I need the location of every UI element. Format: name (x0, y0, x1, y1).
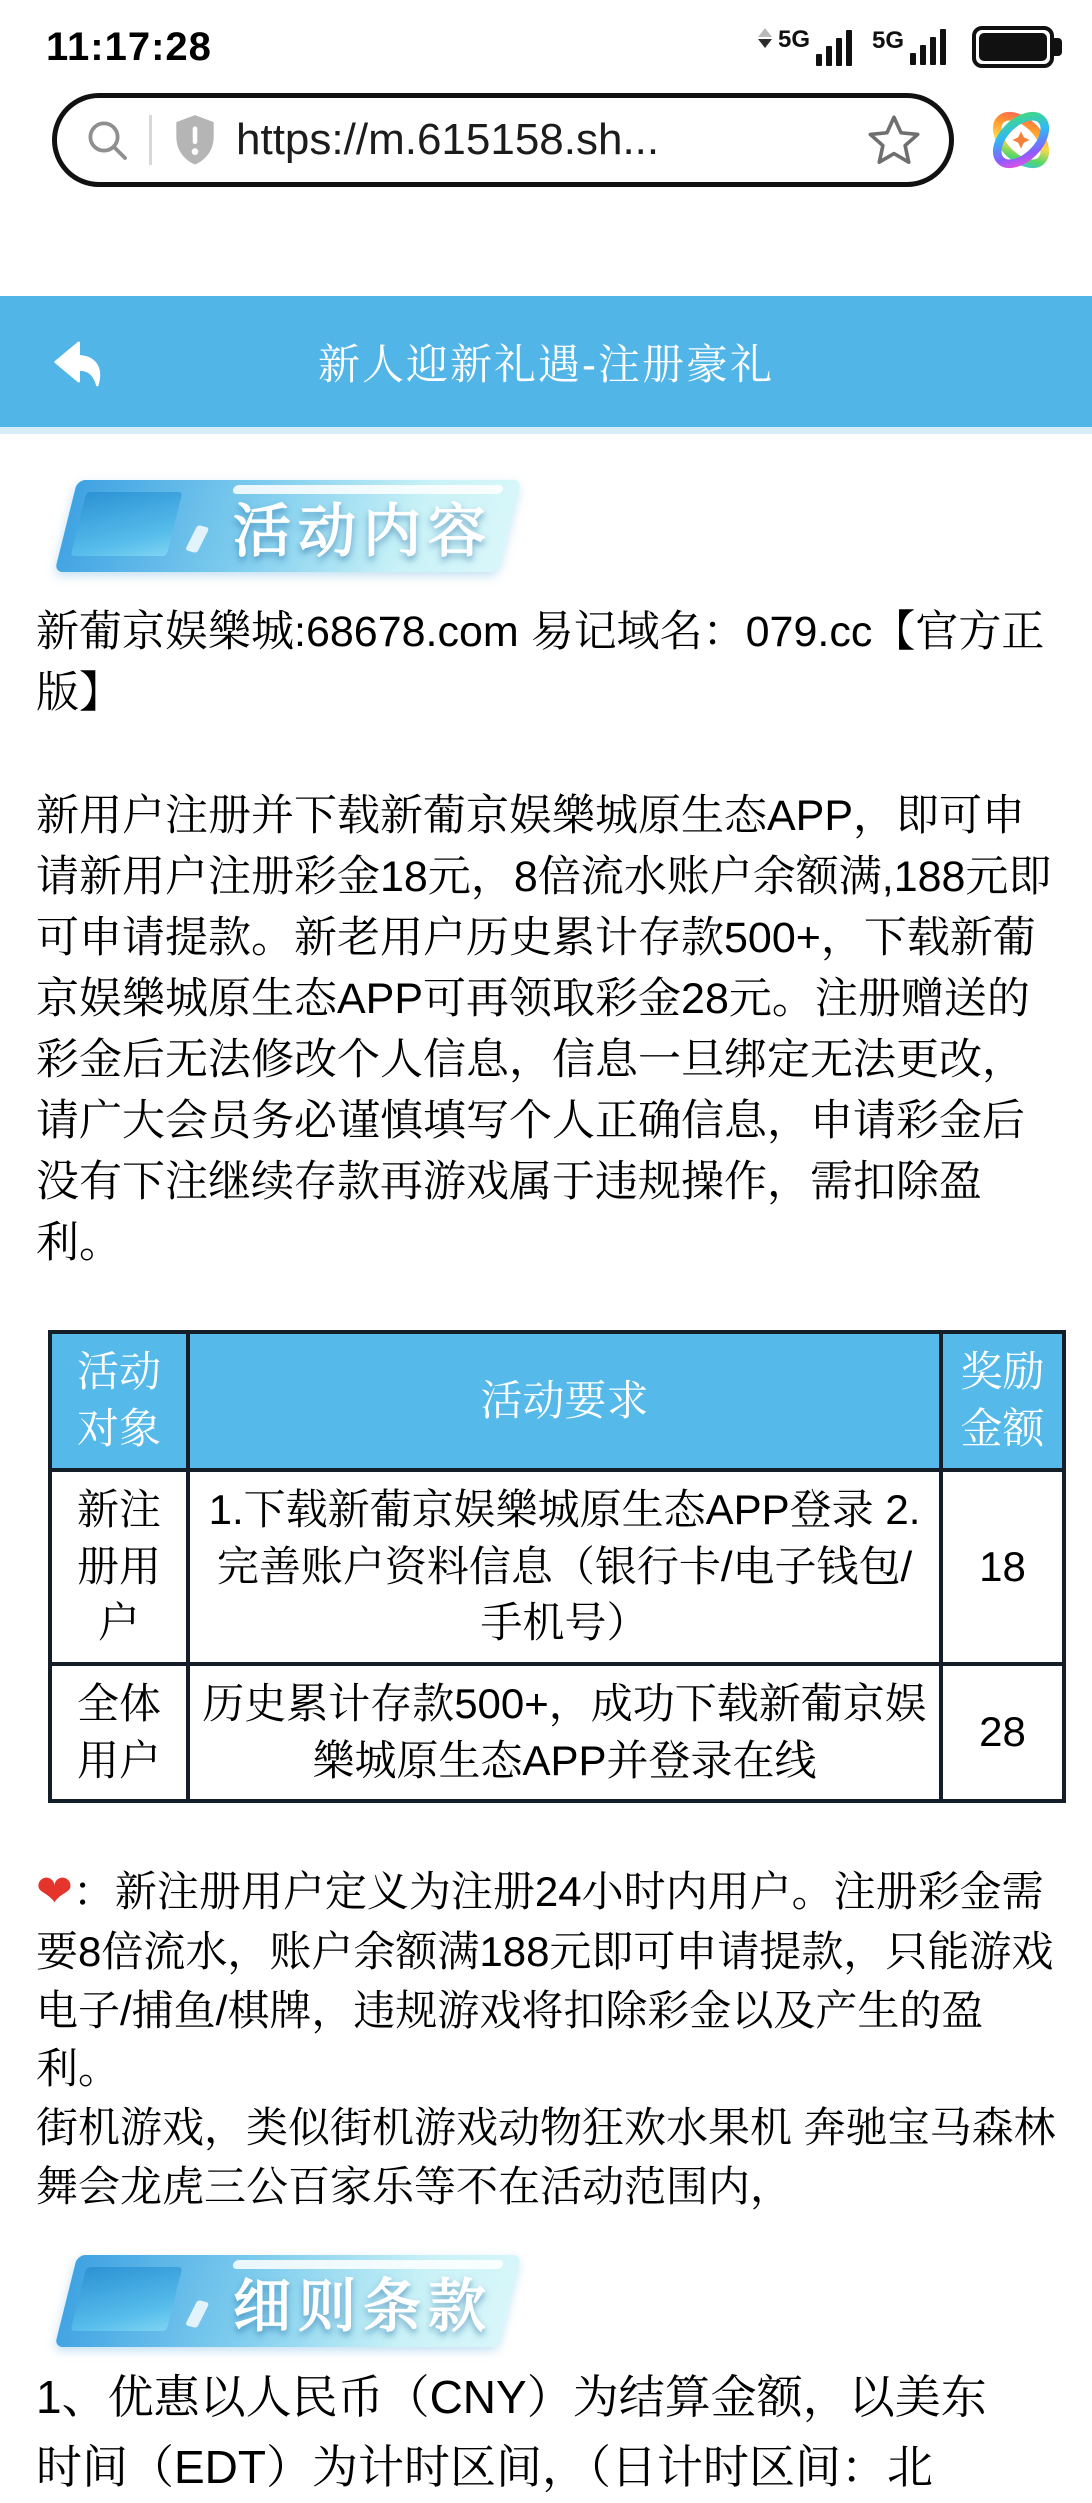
badge-tick-mark (185, 2300, 209, 2328)
section-badge-activity (66, 480, 510, 572)
badge-accent-block (71, 2267, 183, 2331)
signal-indicator-sim2 (872, 29, 946, 65)
divider (149, 115, 152, 165)
star-bookmark-icon[interactable] (865, 111, 923, 169)
promo-table (48, 1330, 1066, 1803)
search-icon[interactable] (83, 116, 131, 164)
terms-block (36, 2363, 1056, 2503)
section-title: 活动内容 (232, 499, 493, 564)
domain-line: 新葡京娱樂城:68678.com 易记域名：079.cc【官方正版】 (36, 608, 1045, 718)
data-activity-icon (758, 28, 772, 48)
col-header-reward: 奖励金额 (941, 1332, 1064, 1469)
note-excluded-games: 街机游戏，类似街机游戏动物狂欢水果机 奔驰宝马森林舞会龙虎三公百家乐等不在活动范围内， (36, 2104, 1056, 2211)
cell-target: 新注册用户 (50, 1470, 188, 1664)
cell-reward: 18 (941, 1470, 1064, 1664)
signal-bars-icon (816, 30, 852, 66)
col-header-requirement: 活动要求 (188, 1332, 941, 1469)
clock: 11:17:28 (46, 24, 212, 69)
address-bar[interactable] (52, 93, 954, 187)
cell-target: 全体用户 (50, 1664, 188, 1801)
rainbow-knot-logo-icon[interactable] (982, 101, 1060, 179)
status-indicators (758, 26, 1054, 68)
url-text[interactable]: https://m.615158.sh... (236, 115, 660, 164)
section-title: 细则条款 (232, 2273, 493, 2339)
network-type-label: 5G (777, 26, 810, 53)
status-bar (0, 0, 1092, 88)
table-row (50, 1470, 1064, 1664)
battery-icon (972, 26, 1054, 68)
badge-accent-block (71, 492, 183, 556)
back-arrow-icon[interactable] (48, 330, 112, 394)
table-header-row (50, 1332, 1064, 1469)
note-rules-text: ：新注册用户定义为注册24小时内用户。注册彩金需要8倍流水，账户余额满188元即可申请提款，只能游戏电子/捕鱼/棋牌，违规游戏将扣除彩金以及产生的盈利。 (36, 1868, 1054, 2093)
badge-tick-mark (185, 525, 209, 553)
signal-bars-icon (910, 29, 946, 65)
page-title: 新人迎新礼遇-注册豪礼 (318, 340, 774, 388)
cell-requirement: 历史累计存款500+，成功下载新葡京娱樂城原生态APP并登录在线 (188, 1664, 941, 1801)
table-row (50, 1664, 1064, 1801)
activity-description: 新用户注册并下载新葡京娱樂城原生态APP，即可申请新用户注册彩金18元，8倍流水账户余额满,188元即可申请提款。新老用户历史累计存款500+，下载新葡京娱樂城原生态APP可再领取彩金28元。注册赠送的彩金后无法修改个人信息，信息一旦绑定无法更改，请广大会员务必谨慎填写个人正确信息，申请彩金后没有下注继续存款再游戏属于违规操作，需扣除盈利。 (36, 792, 1052, 1268)
notes-block (36, 1861, 1056, 2217)
page-header (0, 296, 1092, 434)
signal-indicator-sim1 (758, 28, 852, 66)
col-header-target: 活动对象 (50, 1332, 188, 1469)
section-badge-terms (66, 2255, 510, 2347)
terms-line-2: 时间（EDT）为计时区间，（日计时区间：北 (36, 2440, 933, 2493)
browser-toolbar (0, 88, 1092, 192)
shield-warning-icon[interactable] (170, 113, 220, 167)
heart-icon: ❤ (36, 1867, 73, 1917)
terms-line-1: 1、优惠以人民币（CNY）为结算金额，以美东 (36, 2370, 987, 2423)
note-rules (36, 1861, 1056, 2099)
cell-reward: 28 (941, 1664, 1064, 1801)
cell-requirement: 1.下载新葡京娱樂城原生态APP登录 2.完善账户资料信息（银行卡/电子钱包/手机号） (188, 1470, 941, 1664)
network-type-label: 5G (871, 27, 904, 54)
promo-content (0, 480, 1092, 2503)
